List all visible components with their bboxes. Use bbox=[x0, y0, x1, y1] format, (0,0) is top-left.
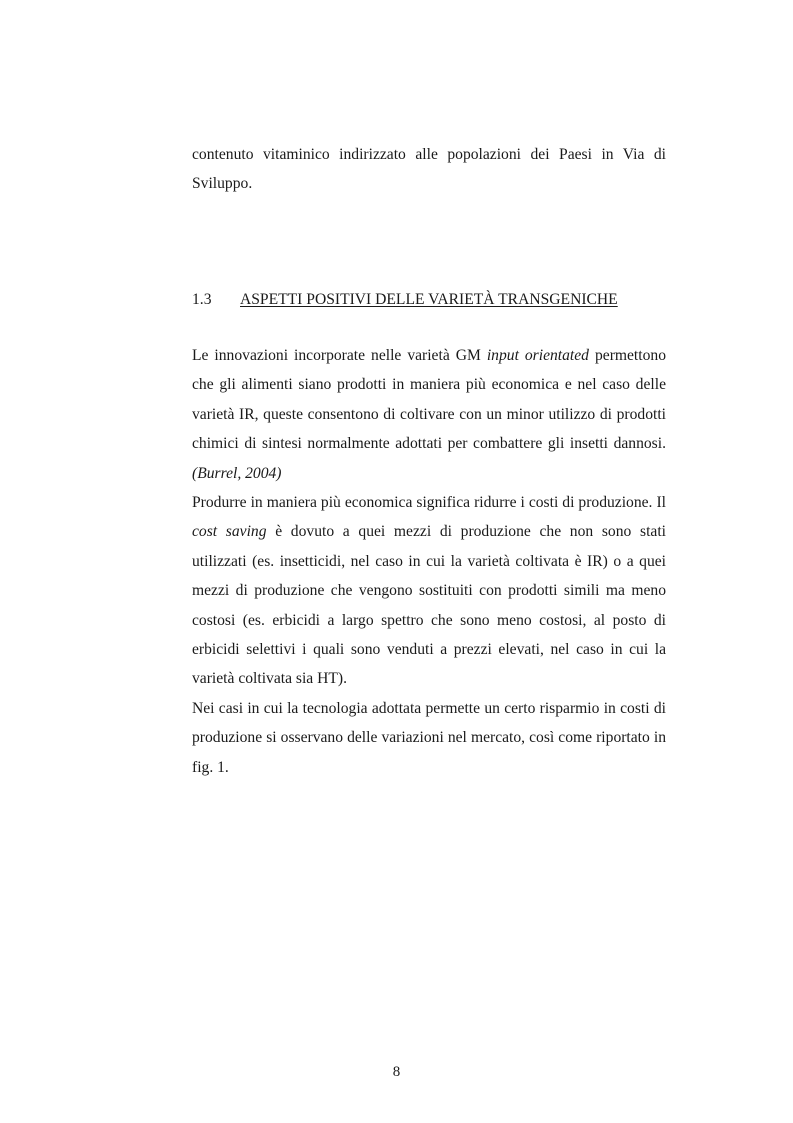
section-title: ASPETTI POSITIVI DELLE VARIETÀ TRANSGENICHE bbox=[240, 291, 618, 308]
paragraph-2 bbox=[192, 488, 666, 694]
paragraph-3: Nei casi in cui la tecnologia adottata permette un certo risparmio in costi di produzione si osservano delle variazioni nel mercato, così come riportato in fig. 1. bbox=[192, 699, 666, 776]
paragraph-2-text-b: è dovuto a quei mezzi di produzione che non sono stati utilizzati (es. insetticidi, nel caso in cui la varietà coltivata è IR) o a quei mezzi di produzione che vengono sostituiti con prodotti simili ma meno costosi (es. erbicidi a largo spettro che sono meno costosi, al posto di erbicidi selettivi i quali sono venduti a prezzi elevati, nel caso in cui la varietà coltivata sia HT). bbox=[192, 523, 666, 688]
continuation-paragraph: contenuto vitaminico indirizzato alle popolazioni dei Paesi in Via di Sviluppo. bbox=[192, 146, 666, 193]
paragraph-1 bbox=[192, 341, 666, 488]
paragraph-1-italic-term: input orientated bbox=[486, 347, 589, 364]
section-number: 1.3 bbox=[192, 291, 212, 308]
paragraph-2-italic-term: cost saving bbox=[192, 523, 267, 541]
paragraph-2-text-a: Produrre in maniera più economica significa ridurre i costi di produzione. Il bbox=[192, 494, 666, 512]
paragraph-1-text-b: permettono che gli alimenti siano prodotti in maniera più economica e nel caso delle varietà IR, queste consentono di coltivare con un minor utilizzo di prodotti chimici di sintesi normalmente adottati per combattere gli insetti dannosi. bbox=[192, 347, 666, 453]
paragraph-1-citation: (Burrel, 2004) bbox=[192, 464, 282, 482]
section-body bbox=[192, 341, 666, 782]
page-number: 8 bbox=[392, 1064, 401, 1080]
paragraph-1-text-a: Le innovazioni incorporate nelle varietà GM bbox=[192, 347, 487, 364]
